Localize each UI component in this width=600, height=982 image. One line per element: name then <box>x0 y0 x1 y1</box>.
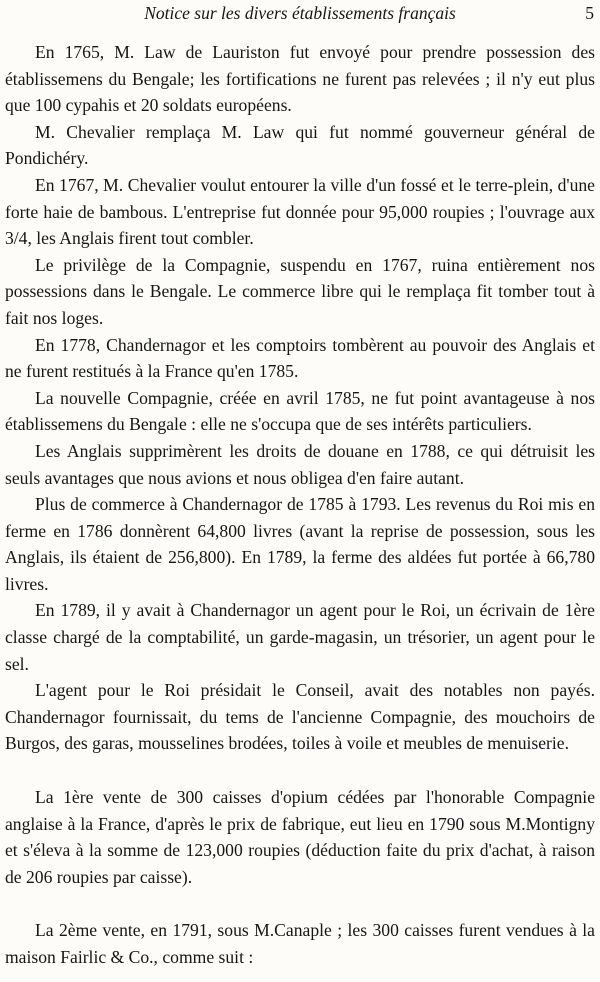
paragraph: L'agent pour le Roi présidait le Conseil, avait des notables non payés. Chandernagor fournissait, du tems de l'ancienne Compagnie, des mouchoirs de Burgos, des garas, mousselines brodées, toiles à voile et meubles de menuiserie. <box>5 680 595 754</box>
paragraph: Le privilège de la Compagnie, suspendu en 1767, ruina entièrement nos possessions dans le Bengale. Le commerce libre qui le remplaça fit tomber tout à fait nos loges. <box>5 254 595 328</box>
body-text <box>5 39 595 971</box>
paragraph: Plus de commerce à Chandernagor de 1785 à 1793. Les revenus du Roi mis en ferme en 1786 donnèrent 64,800 livres (avant la reprise de possession, sous les Anglais, ils étaient de 256,800). En 1789, la ferme des aldées fut portée à 66,780 livres. <box>5 494 595 594</box>
paragraph: En 1778, Chandernagor et les comptoirs tombèrent au pouvoir des Anglais et ne furent restitués à la France qu'en 1785. <box>5 334 595 382</box>
paragraph: En 1767, M. Chevalier voulut entourer la ville d'un fossé et le terre-plein, d'une forte haie de bambous. L'entreprise fut donnée pour 95,000 roupies ; l'ouvrage aux 3/4, les Anglais firent tout combler. <box>5 174 595 249</box>
paragraph: La 2ème vente, en 1791, sous M.Canaple ; les 300 caisses furent vendues à la maison Fairlic & Co., comme suit : <box>5 920 595 967</box>
paragraph: En 1765, M. Law de Lauriston fut envoyé pour prendre possession des établissemens du Bengale; les fortifications ne furent pas relevées ; il n'y eut plus que 100 cypahis et 20 soldats européens. <box>5 42 595 116</box>
page-number: 5 <box>585 3 594 23</box>
paragraph: En 1789, il y avait à Chandernagor un agent pour le Roi, un écrivain de 1ère classe chargé de la comptabilité, un garde-magasin, un trésorier, un agent pour le sel. <box>5 600 595 674</box>
header-title: Notice sur les divers établissements français <box>144 3 456 23</box>
paragraph: La 1ère vente de 300 caisses d'opium cédées par l'honorable Compagnie anglaise à la France, d'après le prix de fabrique, eut lieu en 1790 sous M.Montigny et s'éleva à la somme de 123,000 roupies (déduction faite du prix d'achat, à raison de 206 roupies par caisse). <box>5 787 595 887</box>
paragraph: M. Chevalier remplaça M. Law qui fut nommé gouverneur général de Pondichéry. <box>5 121 595 169</box>
paragraph: Les Anglais supprimèrent les droits de douane en 1788, ce qui détruisit les seuls avantages que nous avions et nous obligea d'en faire autant. <box>5 440 595 488</box>
running-header <box>0 1 600 25</box>
paragraph: La nouvelle Compagnie, créée en avril 1785, ne fut point avantageuse à nos établissemens du Bengale : elle ne s'occupa que de ses intérêts particuliers. <box>5 387 595 435</box>
